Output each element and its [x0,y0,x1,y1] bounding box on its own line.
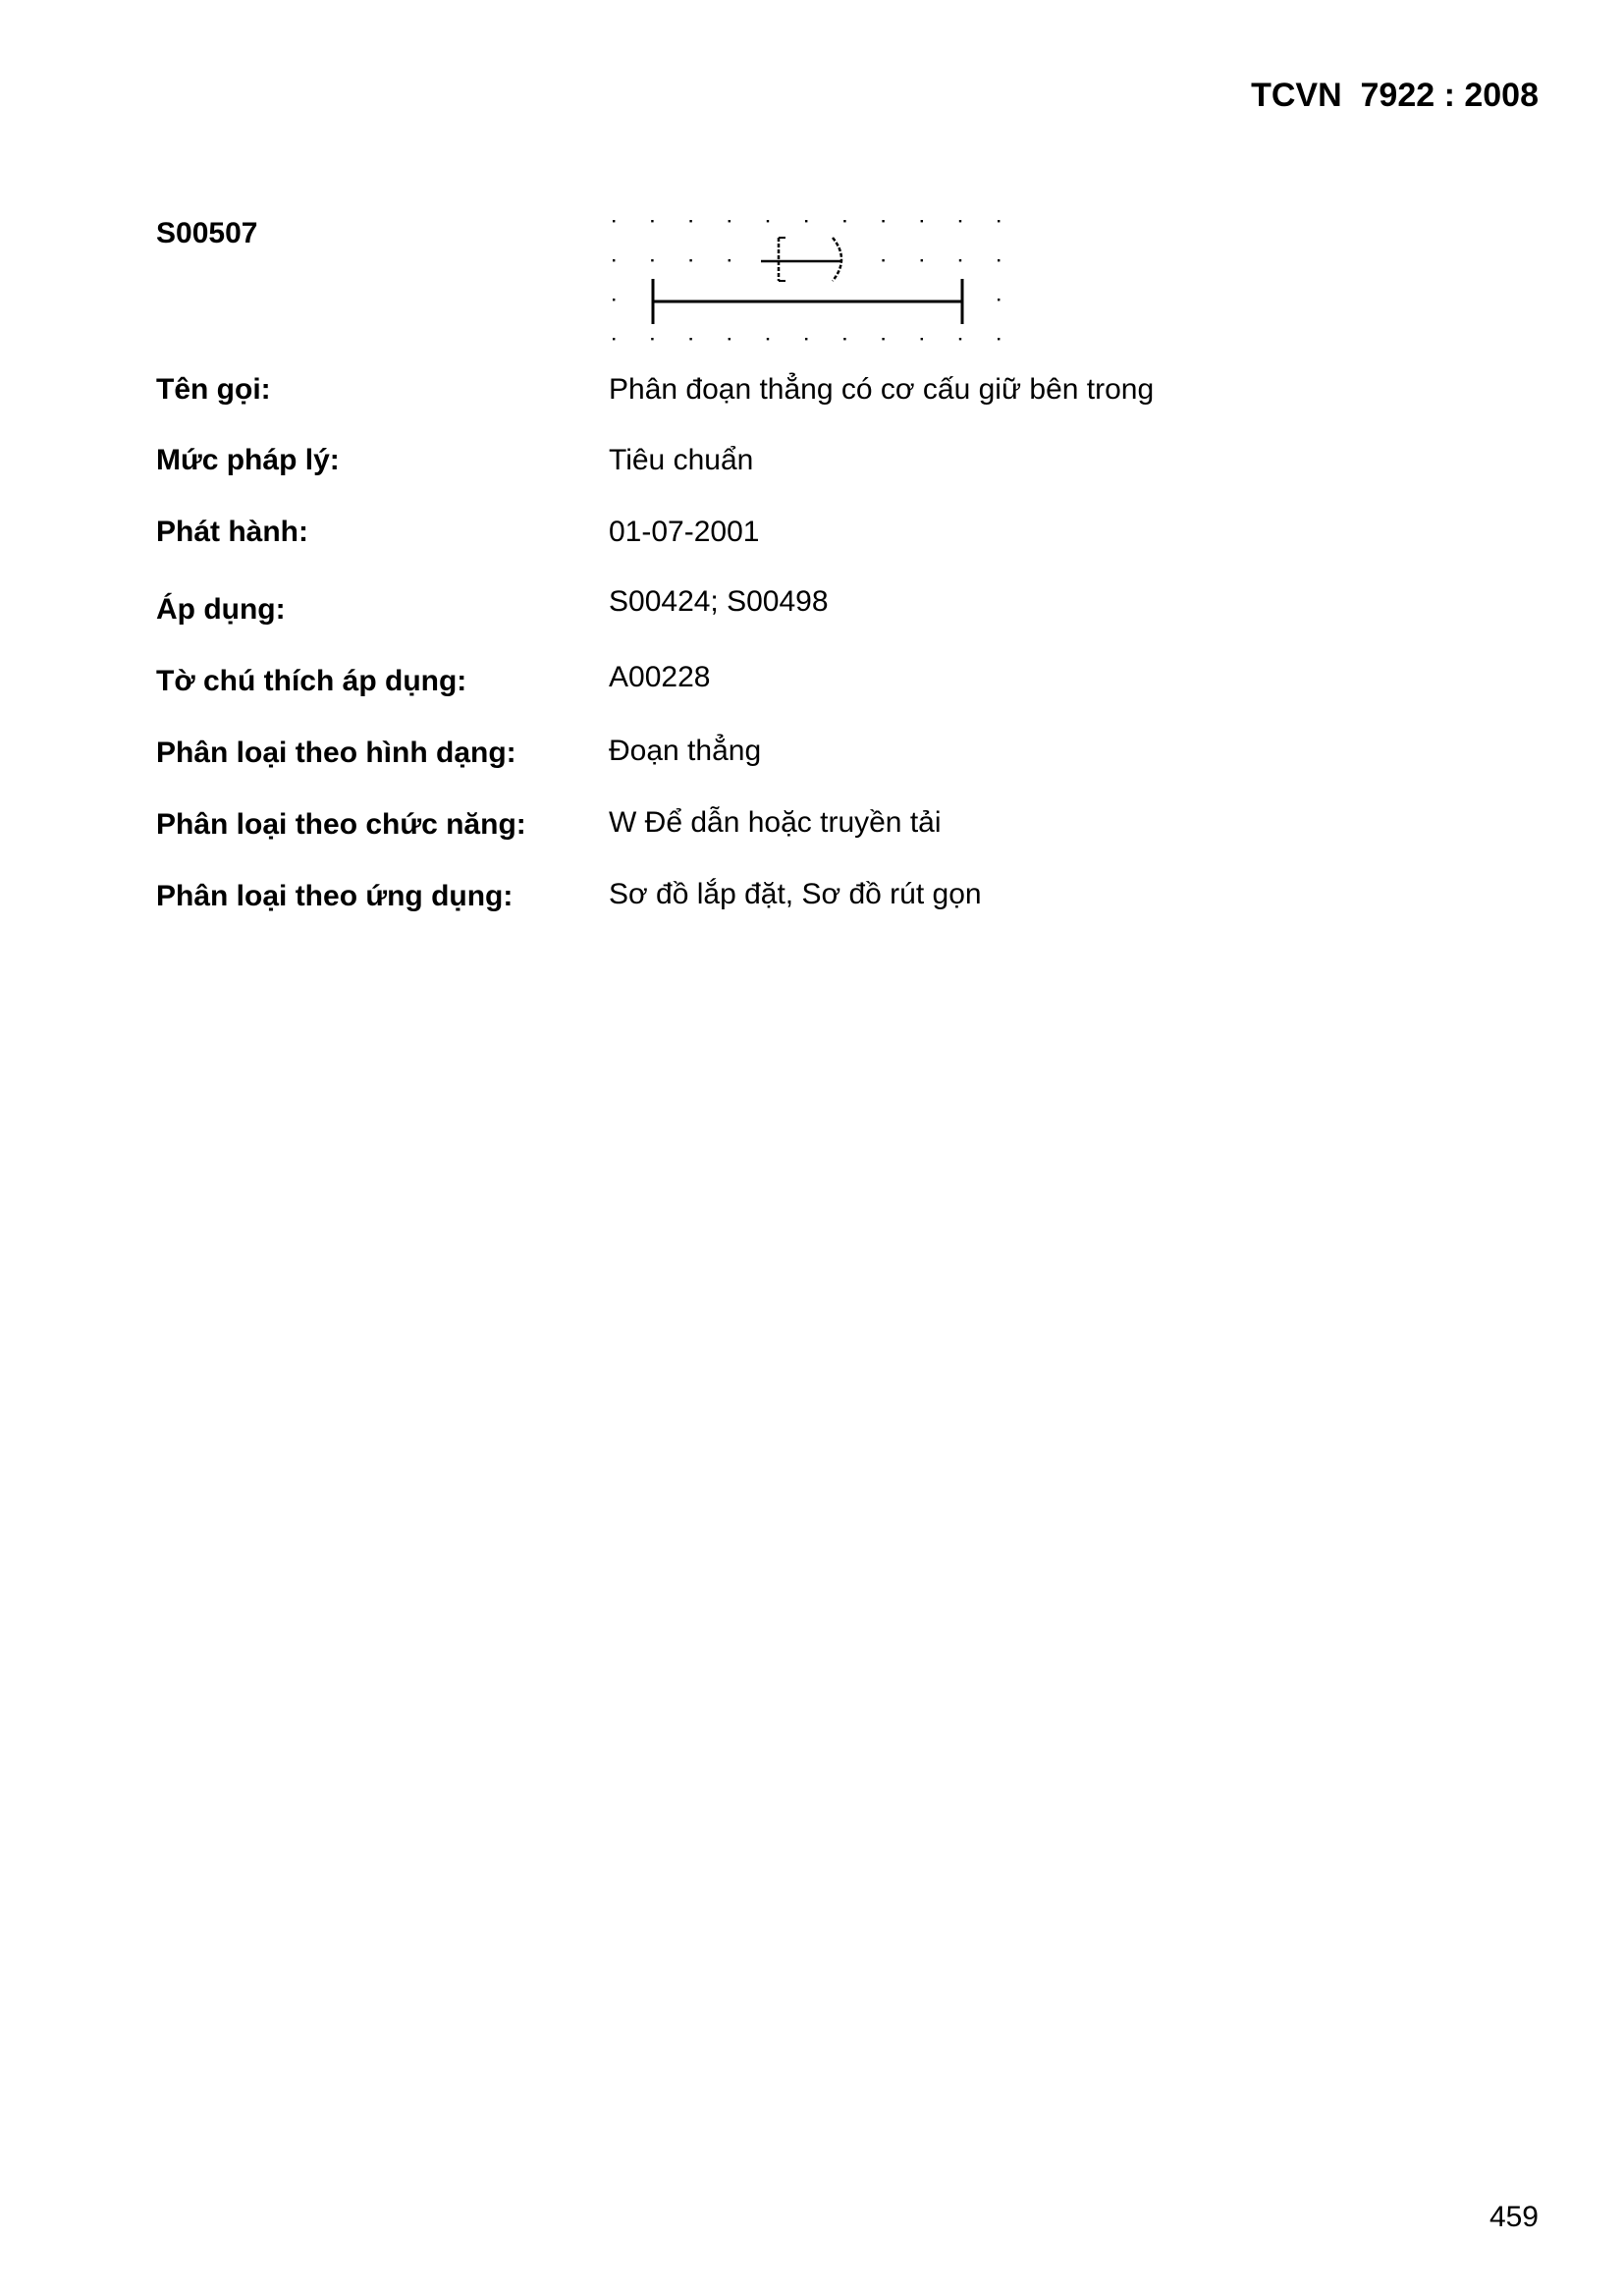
grid-dot [689,338,691,340]
property-label: Tờ chú thích áp dụng: [156,665,467,697]
property-value: Tiêu chuẩn [609,444,754,476]
grid-dot [805,220,807,222]
line-segment-symbol [653,238,962,324]
grid-dots [613,220,1000,340]
grid-dot [613,259,615,261]
property-value: W Để dẫn hoặc truyền tải [609,806,942,839]
property-label: Phát hành: [156,516,308,548]
grid-dot [998,299,1000,301]
grid-dot [921,259,923,261]
symbol-graphic [599,208,1011,346]
grid-dot [843,338,845,340]
grid-dot [959,259,961,261]
property-value: A00228 [609,661,711,693]
grid-dot [689,220,691,222]
property-label: Phân loại theo hình dạng: [156,737,516,769]
grid-dot [882,338,884,340]
property-value: Phân đoạn thẳng có cơ cấu giữ bên trong [609,373,1155,406]
property-label: Phân loại theo ứng dụng: [156,880,514,912]
property-row [156,585,1433,632]
property-row [156,661,1433,708]
grid-dot [651,338,653,340]
property-label: Tên gọi: [156,373,271,406]
property-label: Áp dụng: [156,593,286,626]
grid-dot [729,220,731,222]
property-row [156,808,1433,851]
property-label: Phân loại theo chức năng: [156,808,526,841]
grid-dot [651,220,653,222]
page-number: 459 [1489,2201,1539,2233]
grid-dot [959,338,961,340]
grid-dot [729,338,731,340]
grid-dot [805,338,807,340]
grid-dot [689,259,691,261]
grid-dot [729,259,731,261]
grid-dot [998,338,1000,340]
grid-dot [613,220,615,222]
grid-dot [882,259,884,261]
property-row [156,444,1433,487]
grid-dot [767,220,769,222]
property-row [156,373,1433,416]
grid-dot [921,338,923,340]
property-row [156,516,1433,559]
grid-dot [843,220,845,222]
grid-dot [921,220,923,222]
property-value: S00424; S00498 [609,585,829,618]
grid-dot [613,299,615,301]
property-row [156,737,1433,780]
grid-dot [651,259,653,261]
grid-dot [767,338,769,340]
property-value: Sơ đồ lắp đặt, Sơ đồ rút gọn [609,878,982,910]
property-label: Mức pháp lý: [156,444,340,476]
grid-dot [882,220,884,222]
symbol-id: S00507 [156,217,258,249]
grid-dot [998,220,1000,222]
property-value: Đoạn thẳng [609,735,762,767]
property-row [156,880,1433,923]
grid-dot [998,259,1000,261]
property-value: 01-07-2001 [609,516,760,548]
grid-dot [959,220,961,222]
standard-code: TCVN 7922 : 2008 [1251,77,1539,114]
grid-dot [613,338,615,340]
